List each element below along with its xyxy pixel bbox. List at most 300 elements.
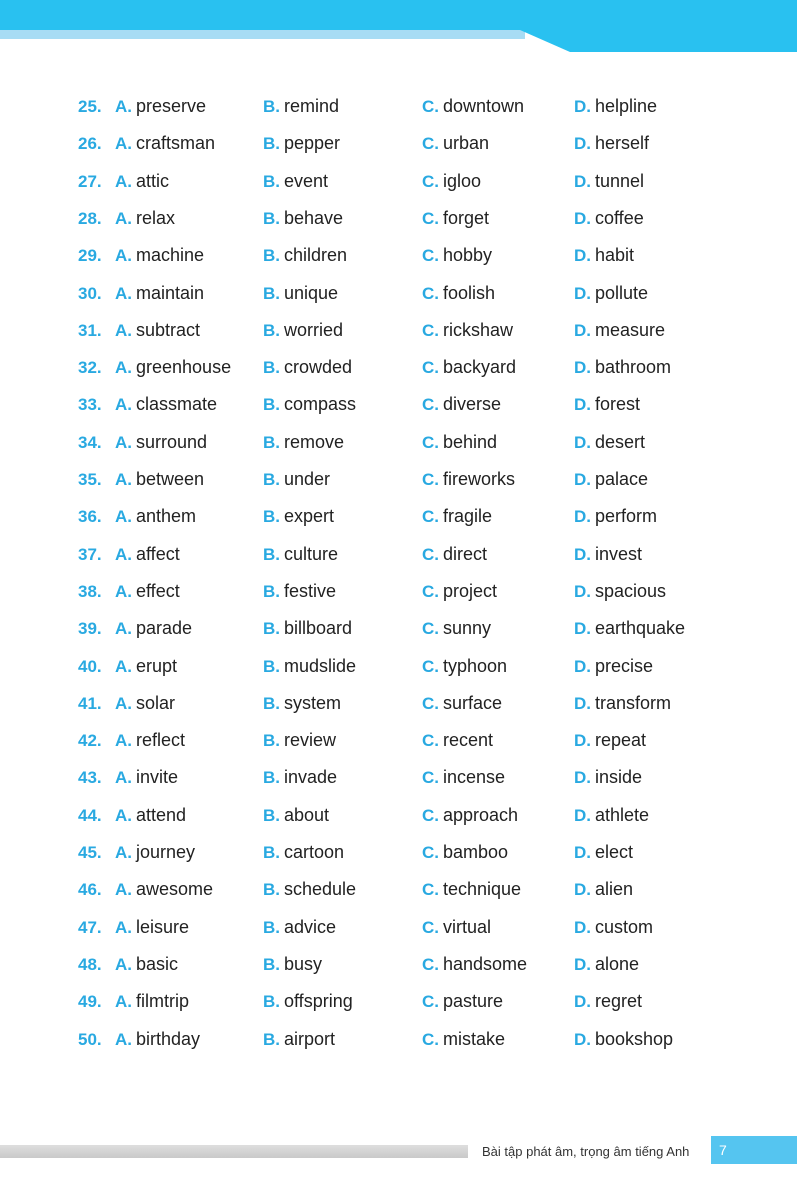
page-number: 7: [719, 1142, 727, 1158]
option-word: technique: [443, 879, 522, 900]
option-letter: D.: [574, 581, 591, 601]
option-letter: D.: [574, 246, 591, 266]
option-word: custom: [595, 916, 654, 937]
option-b: [263, 386, 356, 423]
option-a: [115, 275, 204, 312]
option-c: [422, 200, 489, 237]
option-word: precise: [595, 655, 654, 676]
option-letter: C.: [422, 283, 439, 303]
option-word: perform: [595, 506, 658, 527]
option-word: offspring: [284, 991, 353, 1012]
option-d: [574, 797, 649, 834]
option-letter: A.: [115, 432, 132, 452]
option-word: recent: [443, 730, 494, 751]
option-c: [422, 386, 501, 423]
option-word: rickshaw: [443, 319, 514, 340]
option-word: festive: [284, 580, 337, 601]
option-letter: A.: [115, 731, 132, 751]
option-word: crowded: [284, 357, 353, 378]
question-row: [0, 871, 797, 908]
option-a: [115, 349, 231, 386]
option-letter: C.: [422, 992, 439, 1012]
option-letter: A.: [115, 880, 132, 900]
option-letter: B.: [263, 656, 280, 676]
option-letter: A.: [115, 358, 132, 378]
option-d: [574, 1021, 673, 1058]
page-number-box: [711, 1136, 797, 1164]
option-word: tunnel: [595, 170, 645, 191]
option-d: [574, 573, 666, 610]
option-d: [574, 88, 657, 125]
option-b: [263, 163, 328, 200]
option-a: [115, 498, 196, 535]
question-row: [0, 797, 797, 834]
option-word: surface: [443, 692, 503, 713]
option-letter: A.: [115, 1029, 132, 1049]
option-a: [115, 163, 169, 200]
question-row: [0, 834, 797, 871]
option-word: diverse: [443, 394, 502, 415]
option-word: busy: [284, 953, 323, 974]
option-letter: B.: [263, 581, 280, 601]
option-c: [422, 125, 489, 162]
option-letter: D.: [574, 843, 591, 862]
option-letter: A.: [115, 283, 132, 303]
option-c: [422, 722, 493, 759]
option-c: [422, 424, 497, 461]
option-b: [263, 125, 340, 162]
option-word: invest: [595, 543, 643, 564]
question-row: [0, 200, 797, 237]
option-letter: D.: [574, 171, 591, 191]
option-word: children: [284, 245, 348, 266]
option-a: [115, 1021, 200, 1058]
option-word: relax: [136, 207, 176, 228]
option-a: [115, 685, 175, 722]
option-letter: A.: [115, 992, 132, 1012]
option-d: [574, 610, 685, 647]
question-number: 47.: [78, 917, 102, 937]
option-word: forget: [443, 207, 490, 228]
option-c: [422, 536, 487, 573]
question-row: [0, 909, 797, 946]
option-letter: D.: [574, 507, 591, 527]
question-row: [0, 163, 797, 200]
question-row: [0, 573, 797, 610]
option-word: elect: [595, 842, 634, 862]
question-number: 43.: [78, 768, 102, 788]
option-letter: C.: [422, 917, 439, 937]
option-letter: C.: [422, 507, 439, 527]
option-letter: C.: [422, 843, 439, 862]
option-a: [115, 312, 200, 349]
option-letter: A.: [115, 768, 132, 788]
option-c: [422, 983, 503, 1020]
option-letter: A.: [115, 507, 132, 527]
option-word: basic: [136, 953, 179, 974]
option-word: system: [284, 692, 342, 713]
option-b: [263, 909, 336, 946]
option-word: transform: [595, 692, 672, 713]
question-number: 38.: [78, 581, 102, 601]
option-word: downtown: [443, 96, 525, 116]
option-d: [574, 461, 648, 498]
question-number: 34.: [78, 432, 102, 452]
option-letter: D.: [574, 470, 591, 489]
option-word: birthday: [136, 1028, 201, 1049]
option-letter: C.: [422, 171, 439, 191]
option-letter: A.: [115, 581, 132, 601]
option-letter: B.: [263, 954, 280, 974]
question-number: 39.: [78, 619, 102, 639]
option-letter: D.: [574, 768, 591, 788]
question-number: 35.: [78, 470, 102, 489]
option-letter: A.: [115, 805, 132, 825]
question-number: 50.: [78, 1029, 102, 1049]
option-letter: A.: [115, 544, 132, 564]
option-c: [422, 871, 521, 908]
option-a: [115, 610, 192, 647]
option-a: [115, 386, 217, 423]
question-number: 44.: [78, 805, 102, 825]
option-word: measure: [595, 319, 666, 340]
option-d: [574, 275, 648, 312]
option-word: pollute: [595, 282, 649, 303]
option-word: machine: [136, 245, 205, 266]
option-b: [263, 759, 337, 796]
option-letter: D.: [574, 880, 591, 900]
option-word: affect: [136, 543, 180, 564]
option-word: approach: [443, 804, 519, 825]
option-d: [574, 536, 642, 573]
question-number: 46.: [78, 880, 102, 900]
option-b: [263, 424, 344, 461]
option-b: [263, 722, 336, 759]
option-word: invite: [136, 767, 179, 788]
option-letter: B.: [263, 134, 280, 154]
question-row: [0, 275, 797, 312]
question-number: 31.: [78, 320, 102, 340]
option-b: [263, 237, 347, 274]
question-row: [0, 610, 797, 647]
option-letter: B.: [263, 917, 280, 937]
option-word: herself: [595, 133, 650, 154]
option-word: habit: [595, 245, 635, 266]
option-b: [263, 648, 356, 685]
option-letter: D.: [574, 693, 591, 713]
question-row: [0, 1021, 797, 1058]
option-c: [422, 573, 497, 610]
question-row: [0, 946, 797, 983]
question-number: 29.: [78, 246, 102, 266]
option-word: mudslide: [284, 655, 357, 676]
option-a: [115, 834, 195, 871]
question-row: [0, 312, 797, 349]
option-word: about: [284, 804, 330, 825]
question-number: 30.: [78, 283, 102, 303]
option-word: filmtrip: [136, 991, 189, 1012]
option-letter: C.: [422, 97, 439, 116]
option-letter: D.: [574, 656, 591, 676]
option-word: subtract: [136, 319, 201, 340]
question-number: 25.: [78, 97, 102, 116]
option-c: [422, 685, 502, 722]
option-c: [422, 461, 515, 498]
question-number: 26.: [78, 134, 102, 154]
option-word: worried: [284, 319, 344, 340]
option-word: repeat: [595, 730, 647, 751]
option-c: [422, 237, 492, 274]
option-word: earthquake: [595, 618, 686, 639]
option-letter: A.: [115, 917, 132, 937]
option-word: journey: [136, 842, 196, 862]
option-letter: D.: [574, 395, 591, 415]
option-word: helpline: [595, 96, 658, 116]
option-c: [422, 88, 524, 125]
option-letter: C.: [422, 320, 439, 340]
option-word: pepper: [284, 133, 341, 154]
question-number: 45.: [78, 843, 102, 862]
question-row: [0, 722, 797, 759]
option-d: [574, 983, 642, 1020]
option-letter: C.: [422, 134, 439, 154]
question-number: 41.: [78, 693, 102, 713]
option-word: athlete: [595, 804, 650, 825]
option-word: anthem: [136, 506, 197, 527]
option-letter: A.: [115, 320, 132, 340]
option-b: [263, 685, 341, 722]
option-letter: B.: [263, 97, 280, 116]
option-d: [574, 237, 634, 274]
option-a: [115, 125, 215, 162]
option-word: pasture: [443, 991, 504, 1012]
option-letter: A.: [115, 134, 132, 154]
option-letter: C.: [422, 693, 439, 713]
option-letter: C.: [422, 581, 439, 601]
option-word: leisure: [136, 916, 190, 937]
option-word: virtual: [443, 916, 492, 937]
option-d: [574, 163, 644, 200]
option-a: [115, 759, 178, 796]
question-number: 33.: [78, 395, 102, 415]
option-letter: C.: [422, 395, 439, 415]
option-word: surround: [136, 431, 208, 452]
option-letter: C.: [422, 432, 439, 452]
option-a: [115, 200, 175, 237]
question-number: 32.: [78, 358, 102, 378]
option-word: urban: [443, 133, 490, 154]
footer-title: Bài tập phát âm, trọng âm tiếng Anh: [482, 1144, 690, 1159]
option-letter: A.: [115, 843, 132, 862]
option-word: handsome: [443, 953, 528, 974]
option-a: [115, 88, 206, 125]
option-b: [263, 275, 338, 312]
option-word: expert: [284, 506, 335, 527]
option-c: [422, 349, 516, 386]
option-word: classmate: [136, 394, 218, 415]
option-letter: B.: [263, 731, 280, 751]
option-d: [574, 834, 633, 871]
option-word: advice: [284, 916, 337, 937]
option-d: [574, 946, 639, 983]
option-b: [263, 536, 338, 573]
option-letter: B.: [263, 619, 280, 639]
option-word: desert: [595, 431, 646, 452]
question-number: 40.: [78, 656, 102, 676]
option-a: [115, 536, 180, 573]
option-a: [115, 871, 213, 908]
option-letter: A.: [115, 246, 132, 266]
option-b: [263, 834, 344, 871]
option-b: [263, 349, 352, 386]
option-letter: D.: [574, 954, 591, 974]
option-letter: C.: [422, 358, 439, 378]
option-letter: C.: [422, 208, 439, 228]
option-c: [422, 909, 491, 946]
option-word: attic: [136, 170, 170, 191]
question-row: [0, 386, 797, 423]
option-b: [263, 871, 356, 908]
option-word: behave: [284, 207, 344, 228]
option-a: [115, 237, 204, 274]
option-d: [574, 498, 657, 535]
option-word: remove: [284, 431, 345, 452]
option-letter: B.: [263, 992, 280, 1012]
option-c: [422, 610, 491, 647]
option-word: forest: [595, 394, 641, 415]
question-row: [0, 349, 797, 386]
option-d: [574, 685, 671, 722]
option-word: direct: [443, 543, 488, 564]
question-number: 48.: [78, 954, 102, 974]
option-d: [574, 125, 649, 162]
option-a: [115, 983, 189, 1020]
option-word: event: [284, 170, 329, 191]
option-b: [263, 200, 343, 237]
option-letter: D.: [574, 358, 591, 378]
option-a: [115, 797, 186, 834]
option-word: under: [284, 469, 331, 489]
option-letter: C.: [422, 768, 439, 788]
option-word: culture: [284, 543, 339, 564]
option-b: [263, 573, 336, 610]
option-word: craftsman: [136, 133, 216, 154]
option-letter: C.: [422, 880, 439, 900]
option-letter: D.: [574, 917, 591, 937]
option-a: [115, 424, 207, 461]
option-word: coffee: [595, 207, 644, 228]
option-word: maintain: [136, 282, 205, 303]
option-letter: D.: [574, 805, 591, 825]
question-number: 42.: [78, 731, 102, 751]
option-word: alone: [595, 953, 640, 974]
option-word: incense: [443, 767, 506, 788]
option-word: solar: [136, 692, 176, 713]
option-a: [115, 573, 180, 610]
option-d: [574, 909, 653, 946]
option-word: review: [284, 730, 337, 751]
option-word: bamboo: [443, 842, 509, 862]
option-word: schedule: [284, 879, 357, 900]
option-word: palace: [595, 469, 649, 489]
option-c: [422, 759, 505, 796]
option-d: [574, 722, 646, 759]
option-word: bookshop: [595, 1028, 674, 1049]
option-word: cartoon: [284, 842, 345, 862]
option-letter: B.: [263, 1029, 280, 1049]
option-letter: A.: [115, 171, 132, 191]
option-word: regret: [595, 991, 643, 1012]
option-word: erupt: [136, 655, 178, 676]
option-letter: B.: [263, 283, 280, 303]
option-letter: A.: [115, 619, 132, 639]
option-letter: C.: [422, 246, 439, 266]
option-c: [422, 1021, 505, 1058]
option-b: [263, 610, 352, 647]
option-letter: D.: [574, 283, 591, 303]
option-d: [574, 312, 665, 349]
option-word: spacious: [595, 580, 667, 601]
option-word: inside: [595, 767, 643, 788]
header-band: [0, 0, 797, 52]
option-letter: B.: [263, 507, 280, 527]
option-letter: C.: [422, 470, 439, 489]
option-c: [422, 834, 508, 871]
option-word: greenhouse: [136, 357, 232, 378]
option-letter: B.: [263, 693, 280, 713]
question-row: [0, 237, 797, 274]
option-a: [115, 461, 204, 498]
option-c: [422, 797, 518, 834]
question-number: 36.: [78, 507, 102, 527]
option-letter: B.: [263, 843, 280, 862]
option-letter: B.: [263, 880, 280, 900]
option-b: [263, 983, 353, 1020]
option-d: [574, 871, 633, 908]
question-row: [0, 648, 797, 685]
option-word: fireworks: [443, 469, 516, 489]
option-word: effect: [136, 580, 180, 601]
option-letter: B.: [263, 395, 280, 415]
option-a: [115, 722, 185, 759]
option-letter: C.: [422, 731, 439, 751]
option-d: [574, 386, 640, 423]
option-letter: D.: [574, 731, 591, 751]
option-letter: B.: [263, 246, 280, 266]
option-letter: B.: [263, 320, 280, 340]
option-d: [574, 200, 644, 237]
option-letter: D.: [574, 992, 591, 1012]
option-word: compass: [284, 394, 357, 415]
option-word: parade: [136, 618, 193, 639]
option-word: foolish: [443, 282, 496, 303]
option-letter: A.: [115, 470, 132, 489]
option-d: [574, 349, 671, 386]
option-b: [263, 797, 329, 834]
option-c: [422, 498, 492, 535]
option-word: between: [136, 469, 205, 489]
option-b: [263, 461, 330, 498]
option-c: [422, 648, 507, 685]
option-word: awesome: [136, 879, 214, 900]
option-letter: B.: [263, 470, 280, 489]
option-word: sunny: [443, 618, 492, 639]
option-word: invade: [284, 767, 338, 788]
option-word: billboard: [284, 618, 353, 639]
option-letter: B.: [263, 768, 280, 788]
option-letter: D.: [574, 134, 591, 154]
option-letter: C.: [422, 1029, 439, 1049]
